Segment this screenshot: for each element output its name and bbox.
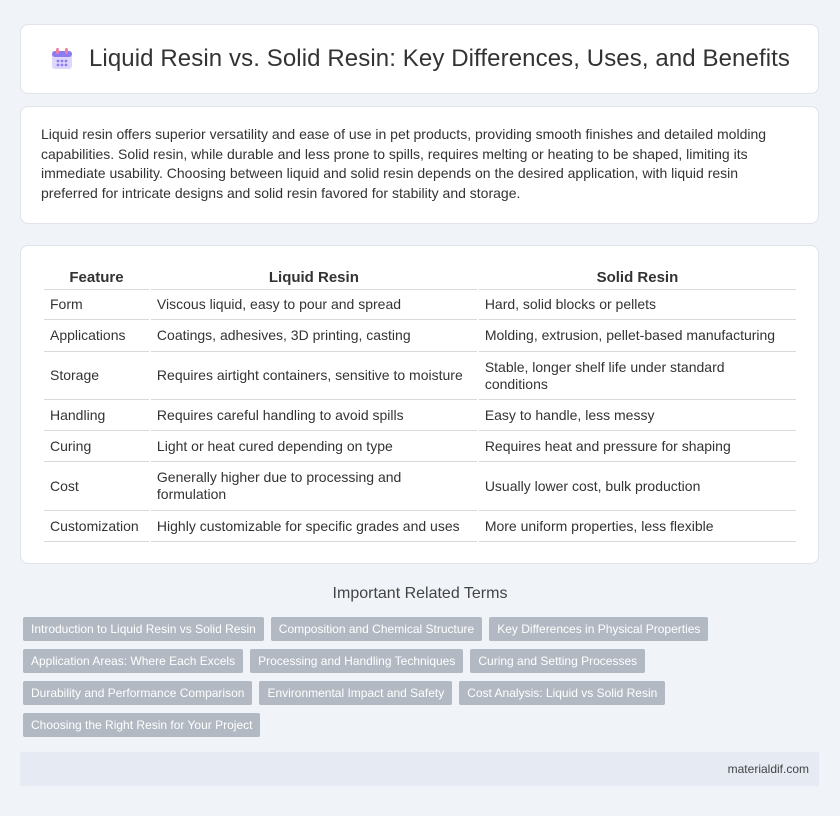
feature-cell: Form xyxy=(44,290,149,320)
table-row xyxy=(44,400,796,431)
solid-cell: Molding, extrusion, pellet-based manufacturing xyxy=(479,320,796,352)
intro-card xyxy=(20,106,819,224)
liquid-cell: Coatings, adhesives, 3D printing, casting xyxy=(151,320,477,352)
related-terms-list xyxy=(23,617,823,737)
footer xyxy=(20,752,819,786)
feature-cell: Cost xyxy=(44,462,149,511)
feature-cell: Customization xyxy=(44,511,149,542)
table-row xyxy=(44,462,796,511)
liquid-cell: Requires airtight containers, sensitive to moisture xyxy=(151,352,477,400)
footer-site-link[interactable]: materialdif.com xyxy=(727,762,809,776)
related-term-tag[interactable]: Durability and Performance Comparison xyxy=(23,681,252,705)
related-term-tag[interactable]: Environmental Impact and Safety xyxy=(259,681,452,705)
related-term-tag[interactable]: Key Differences in Physical Properties xyxy=(489,617,708,641)
related-term-tag[interactable]: Curing and Setting Processes xyxy=(470,649,645,673)
solid-cell: Stable, longer shelf life under standard conditions xyxy=(479,352,796,400)
liquid-cell: Viscous liquid, easy to pour and spread xyxy=(151,290,477,320)
solid-cell: More uniform properties, less flexible xyxy=(479,511,796,542)
feature-cell: Curing xyxy=(44,431,149,462)
table-header-row xyxy=(44,266,796,290)
comparison-table-card xyxy=(20,245,819,564)
header-feature: Feature xyxy=(44,266,149,290)
related-term-tag[interactable]: Application Areas: Where Each Excels xyxy=(23,649,243,673)
related-term-tag[interactable]: Choosing the Right Resin for Your Project xyxy=(23,713,260,737)
liquid-cell: Light or heat cured depending on type xyxy=(151,431,477,462)
table-row xyxy=(44,320,796,352)
related-term-tag[interactable]: Introduction to Liquid Resin vs Solid Resin xyxy=(23,617,264,641)
feature-cell: Applications xyxy=(44,320,149,352)
intro-text: Liquid resin offers superior versatility and ease of use in pet products, providing smooth finishes and detailed molding capabilities. Solid resin, while durable and less prone to spills, requires melting or heating to be shaped, limiting its immediate usability. Choosing between liquid and solid resin depends on the desired application, with liquid resin preferred for intricate designs and solid resin favored for stability and storage. xyxy=(41,126,767,201)
header-card xyxy=(20,24,819,94)
solid-cell: Easy to handle, less messy xyxy=(479,400,796,431)
feature-cell: Storage xyxy=(44,352,149,400)
table-row xyxy=(44,511,796,542)
header-liquid-resin: Liquid Resin xyxy=(151,266,477,290)
solid-cell: Hard, solid blocks or pellets xyxy=(479,290,796,320)
calendar-icon xyxy=(49,46,75,72)
table-row xyxy=(44,431,796,462)
liquid-cell: Highly customizable for specific grades and uses xyxy=(151,511,477,542)
solid-cell: Requires heat and pressure for shaping xyxy=(479,431,796,462)
comparison-table xyxy=(42,266,798,542)
related-term-tag[interactable]: Cost Analysis: Liquid vs Solid Resin xyxy=(459,681,665,705)
header-solid-resin: Solid Resin xyxy=(479,266,796,290)
table-row xyxy=(44,290,796,320)
related-term-tag[interactable]: Processing and Handling Techniques xyxy=(250,649,463,673)
related-terms-title: Important Related Terms xyxy=(332,585,508,602)
table-row xyxy=(44,352,796,400)
solid-cell: Usually lower cost, bulk production xyxy=(479,462,796,511)
page-title: Liquid Resin vs. Solid Resin: Key Differences, Uses, and Benefits xyxy=(88,45,791,72)
related-term-tag[interactable]: Composition and Chemical Structure xyxy=(271,617,482,641)
liquid-cell: Requires careful handling to avoid spills xyxy=(151,400,477,431)
feature-cell: Handling xyxy=(44,400,149,431)
liquid-cell: Generally higher due to processing and formulation xyxy=(151,462,477,511)
